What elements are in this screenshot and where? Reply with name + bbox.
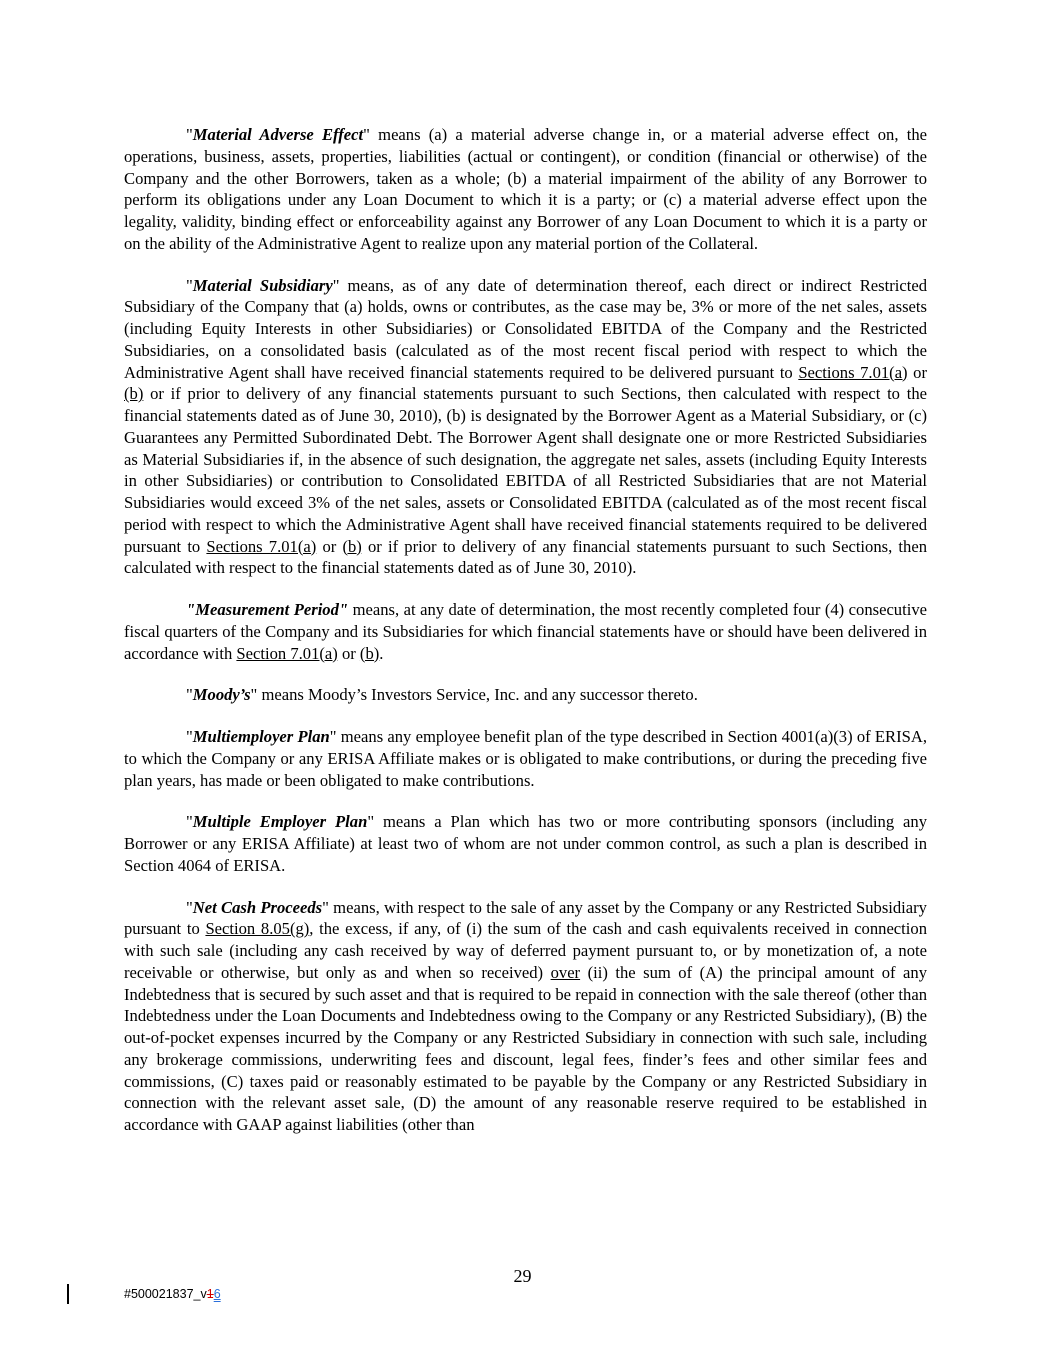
definition-text: or <box>337 643 360 663</box>
section-reference: (b) <box>359 643 380 663</box>
page-number: 29 <box>513 1266 532 1286</box>
section-reference: Sections 7.01(a) <box>206 536 317 556</box>
defined-term: Net Cash Proceeds <box>192 897 323 917</box>
defined-term: Multiple Employer Plan <box>192 812 368 832</box>
definition-text: or <box>907 362 927 382</box>
definition-text: or if prior to delivery of any financial statements pursuant to such Sections, then calculated with respect to the financial statements dated as of June 30, 2010), (b) is designated by the Borrower Agent as a Material Subsidiary, or (c) Guarantees any Permitted Subordinated Debt. The Borrower Agent shall designate one or more Restricted Subsidiaries as Material Subsidiaries if, in the absence of such designation, the aggregate net sales, assets (including Equity Interests in other Subsidiaries) or contribution to Consolidated EBITDA of all Restricted Subsidiaries that are not Material Subsidiaries would exceed 3% of the net sales, assets or Consolidated EBITDA (calculated as of the most recent fiscal period with respect to which the Administrative Agent shall have received financial statements required to be delivered pursuant to <box>124 384 927 556</box>
definition-text: means Moody’s Investors Service, Inc. and any successor thereto. <box>257 685 698 705</box>
definition-text: , the excess, if any, of (i) the sum of the cash and cash equivalents received in connection with such sale (including any cash received by way of deferred payment pursuant to, or by monetization of, a note receivable or otherwise, but only as and when so received) <box>124 919 927 982</box>
revision-change-bar <box>67 1284 69 1304</box>
section-reference: (b) <box>342 536 362 556</box>
section-reference: Section 7.01(a) <box>236 643 338 663</box>
section-reference: over <box>550 962 581 982</box>
definition-paragraph: "Material Adverse Effect" means (a) a material adverse change in, or a material adverse effect on, the operations, business, assets, properties, liabilities (actual or contingent), or condition (financial or otherwise) of the Company and the other Borrowers, taken as a whole; (b) a material impairment of the ability of any Borrower to perform its obligations under any Loan Document to which it is a party; or (c) a material adverse effect upon the legality, validity, binding effect or enforceability against any Borrower of any Loan Document to which it is a party or on the ability of the Administrative Agent to realize upon any material portion of the Collateral. <box>124 125 927 253</box>
definition-paragraph: "Moody’s" means Moody’s Investors Service, Inc. and any successor thereto. <box>186 685 698 705</box>
definition-text: means, with respect to the sale of any asset by the Company or any Restricted Subsidiary pursuant to <box>124 897 927 939</box>
definition-text: (ii) the sum of (A) the principal amount of any Indebtedness that is secured by such asset and that is required to be repaid in connection with the sale thereof (other than Indebtedness under the Loan Documents and Indebtedness owing to the Company or any Restricted Subsidiary), (B) the out-of-pocket expenses incurred by the Company or any Restricted Subsidiary in connection with such sale, including any brokerage commissions, underwriting fees and discount, legal fees, finder’s fees and other similar fees and commissions, (C) taxes paid or reasonably estimated to be payable by the Company or any Restricted Subsidiary in connection with the relevant asset sale, (D) the amount of any reasonable reserve required to be established in accordance with GAAP against liabilities (other than <box>124 962 927 1134</box>
defined-term-quoted: "Measurement Period" <box>186 600 349 619</box>
section-reference: Section 8.05(g) <box>205 919 310 939</box>
definition-text: or <box>316 536 343 556</box>
definition-text: means (a) a material adverse change in, or a material adverse effect on, the operations, business, assets, properties, liabilities (actual or contingent), or condition (financial or otherwise) of the Company and the other Borrowers, taken as a whole; (b) a material impairment of the ability of any Borrower to perform its obligations under any Loan Document to which it is a party; or (c) a material adverse effect upon the legality, validity, binding effect or enforceability against any Borrower of any Loan Document to which it is a party or on the ability of the Administrative Agent to realize upon any material portion of the Collateral. <box>124 125 927 253</box>
document-id-deleted-version: 1 <box>206 1287 214 1301</box>
definition-paragraph: "Multiemployer Plan" means any employee benefit plan of the type described in Section 4001(a)(3) of ERISA, to which the Company or any ERISA Affiliate makes or is obligated to make contributions, or during the preceding five plan years, has made or been obligated to make contributions. <box>124 727 927 790</box>
defined-term: Material Subsidiary <box>192 275 333 295</box>
definition-paragraph: "Material Subsidiary" means, as of any date of determination thereof, each direct or indirect Restricted Subsidiary of the Company that (a) holds, owns or contributes, as the case may be, 3% or more of the net sales, assets (including Equity Interests in other Subsidiaries) or Consolidated EBITDA of the Company and the Restricted Subsidiaries, on a consolidated basis (calculated as of the most recent fiscal period with respect to which the Administrative Agent shall have received financial statements required to be delivered pursuant to Sections 7.01(a) or (b) or if prior to delivery of any financial statements pursuant to such Sections, then calculated with respect to the financial statements dated as of June 30, 2010), (b) is designated by the Borrower Agent as a Material Subsidiary, or (c) Guarantees any Permitted Subordinated Debt. The Borrower Agent shall designate one or more Restricted Subsidiaries as Material Subsidiaries if, in the absence of such designation, the aggregate net sales, assets (including Equity Interests in other Subsidiaries) or contribution to Consolidated EBITDA of all Restricted Subsidiaries that are not Material Subsidiaries would exceed 3% of the net sales, assets or Consolidated EBITDA (calculated as of the most recent fiscal period with respect to which the Administrative Agent shall have received financial statements required to be delivered pursuant to Sections 7.01(a) or (b) or if prior to delivery of any financial statements pursuant to such Sections, then calculated with respect to the financial statements dated as of June 30, 2010). <box>124 275 927 578</box>
defined-term: Moody’s <box>192 685 251 705</box>
definition-text: means, as of any date of determination thereof, each direct or indirect Restricted Subsidiary of the Company that (a) holds, owns or contributes, as the case may be, 3% or more of the net sales, assets (including Equity Interests in other Subsidiaries) or Consolidated EBITDA of the Company and the Restricted Subsidiaries, on a consolidated basis (calculated as of the most recent fiscal period with respect to which the Administrative Agent shall have received financial statements required to be delivered pursuant to <box>124 275 927 382</box>
document-id-inserted-version: 6 <box>213 1287 221 1301</box>
defined-term: Measurement Period <box>195 600 339 619</box>
defined-term: Multiemployer Plan <box>192 727 330 746</box>
document-id <box>124 1287 221 1301</box>
section-reference: (b) <box>124 384 144 404</box>
document-id-prefix: #500021837_v <box>124 1287 207 1301</box>
section-reference: Sections 7.01(a) <box>798 362 908 382</box>
definition-paragraph: "Net Cash Proceeds" means, with respect to the sale of any asset by the Company or any Restricted Subsidiary pursuant to Section 8.05(g), the excess, if any, of (i) the sum of the cash and cash equivalents received in connection with such sale (including any cash received by way of deferred payment pursuant to, or by monetization of, a note receivable or otherwise, but only as and when so received) over (ii) the sum of (A) the principal amount of any Indebtedness that is secured by such asset and that is required to be repaid in connection with the sale thereof (other than Indebtedness under the Loan Documents and Indebtedness owing to the Company or any Restricted Subsidiary), (B) the out-of-pocket expenses incurred by the Company or any Restricted Subsidiary in connection with such sale, including any brokerage commissions, underwriting fees and discount, legal fees, finder’s fees and other similar fees and commissions, (C) taxes paid or reasonably estimated to be payable by the Company or any Restricted Subsidiary in connection with the relevant asset sale, (D) the amount of any reasonable reserve required to be established in accordance with GAAP against liabilities (other than <box>124 897 927 1134</box>
definition-text: means any employee benefit plan of the type described in Section 4001(a)(3) of ERISA, to which the Company or any ERISA Affiliate makes or is obligated to make contributions, or during the preceding five plan years, has made or been obligated to make contributions. <box>124 727 927 790</box>
definitions-list <box>124 124 927 1156</box>
definition-text: means a Plan which has two or more contributing sponsors (including any Borrower or any ERISA Affiliate) at least two of whom are not under common control, as such a plan is described in Section 4064 of ERISA. <box>124 812 927 875</box>
definition-paragraph: "Multiple Employer Plan" means a Plan which has two or more contributing sponsors (including any Borrower or any ERISA Affiliate) at least two of whom are not under common control, as such a plan is described in Section 4064 of ERISA. <box>124 812 927 875</box>
defined-term: Material Adverse Effect <box>192 125 364 144</box>
definition-text: means, at any date of determination, the most recently completed four (4) consecutive fiscal quarters of the Company and its Subsidiaries for which financial statements have or should have been delivered in accordance with <box>124 600 927 663</box>
definition-text: or if prior to delivery of any financial statements pursuant to such Sections, then calculated with respect to the financial statements dated as of June 30, 2010). <box>124 536 927 578</box>
definition-paragraph <box>124 599 927 664</box>
definition-text: . <box>379 643 384 663</box>
